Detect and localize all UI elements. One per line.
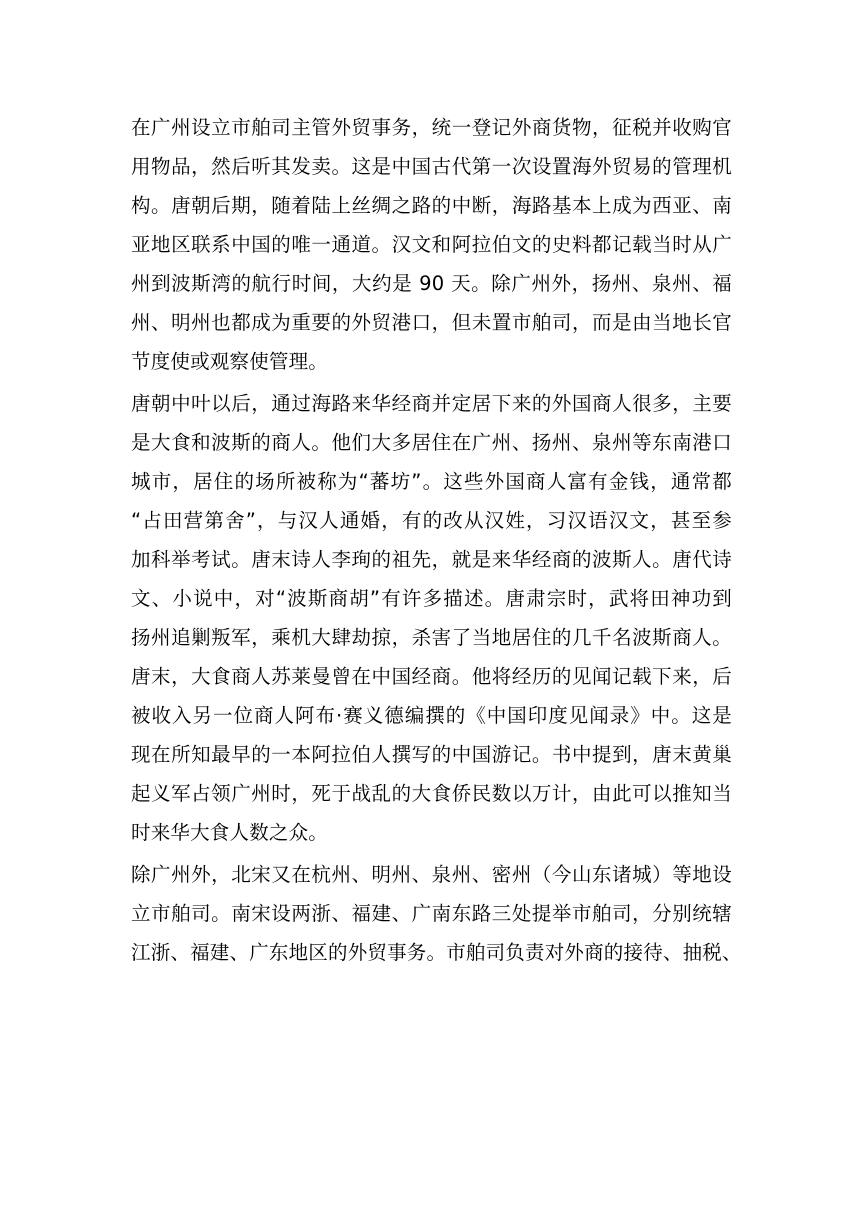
- text-line: 城市，居住的场所被称为“蕃坊”。这些外国商人富有金钱，通常都: [131, 470, 732, 493]
- text-line: 加科举考试。唐末诗人李珣的祖先，就是来华经商的波斯人。唐代诗: [131, 548, 732, 571]
- text-line: 立市舶司。南宋设两浙、福建、广南东路三处提举市舶司，分别统辖: [131, 902, 732, 925]
- text-line: 除广州外，北宋又在杭州、明州、泉州、密州（今山东诸城）等地设: [131, 863, 732, 886]
- text-line: 节度使或观察使管理。: [131, 350, 329, 373]
- text-line: 时来华大食人数之众。: [131, 821, 329, 844]
- text-line: 文、小说中，对“波斯商胡”有许多描述。唐肃宗时，武将田神功到: [131, 587, 732, 610]
- text-line: 唐末，大食商人苏莱曼曾在中国经商。他将经历的见闻记载下来，后: [131, 665, 732, 688]
- paragraph-1: [131, 108, 732, 381]
- text-line: 被收入另一位商人阿布·赛义德编撰的《中国印度见闻录》中。这是: [131, 704, 732, 727]
- text-line: 州到波斯湾的航行时间，大约是 90 天。除广州外，扬州、泉州、福: [131, 272, 732, 295]
- document-body: [131, 108, 742, 975]
- paragraph-2: [131, 384, 732, 852]
- text-line: 扬州追剿叛军，乘机大肆劫掠，杀害了当地居住的几千名波斯商人。: [131, 626, 732, 649]
- text-line: 亚地区联系中国的唯一通道。汉文和阿拉伯文的史料都记载当时从广: [131, 233, 732, 256]
- text-line: 州、明州也都成为重要的外贸港口，但未置市舶司，而是由当地长官: [131, 311, 732, 334]
- paragraph-3: [131, 855, 742, 972]
- text-line: 用物品，然后听其发卖。这是中国古代第一次设置海外贸易的管理机: [131, 155, 732, 178]
- text-line: 起义军占领广州时，死于战乱的大食侨民数以万计，由此可以推知当: [131, 782, 732, 805]
- text-line: 现在所知最早的一本阿拉伯人撰写的中国游记。书中提到，唐末黄巢: [131, 743, 732, 766]
- text-line: 在广州设立市舶司主管外贸事务，统一登记外商货物，征税并收购官: [131, 116, 732, 139]
- text-line: 构。唐朝后期，随着陆上丝绸之路的中断，海路基本上成为西亚、南: [131, 194, 732, 217]
- text-line: 江浙、福建、广东地区的外贸事务。市舶司负责对外商的接待、抽税、: [131, 941, 742, 964]
- text-line: 唐朝中叶以后，通过海路来华经商并定居下来的外国商人很多，主要: [131, 392, 732, 415]
- text-line: “占田营第舍”，与汉人通婚，有的改从汉姓，习汉语汉文，甚至参: [131, 509, 732, 532]
- text-line: 是大食和波斯的商人。他们大多居住在广州、扬州、泉州等东南港口: [131, 431, 732, 454]
